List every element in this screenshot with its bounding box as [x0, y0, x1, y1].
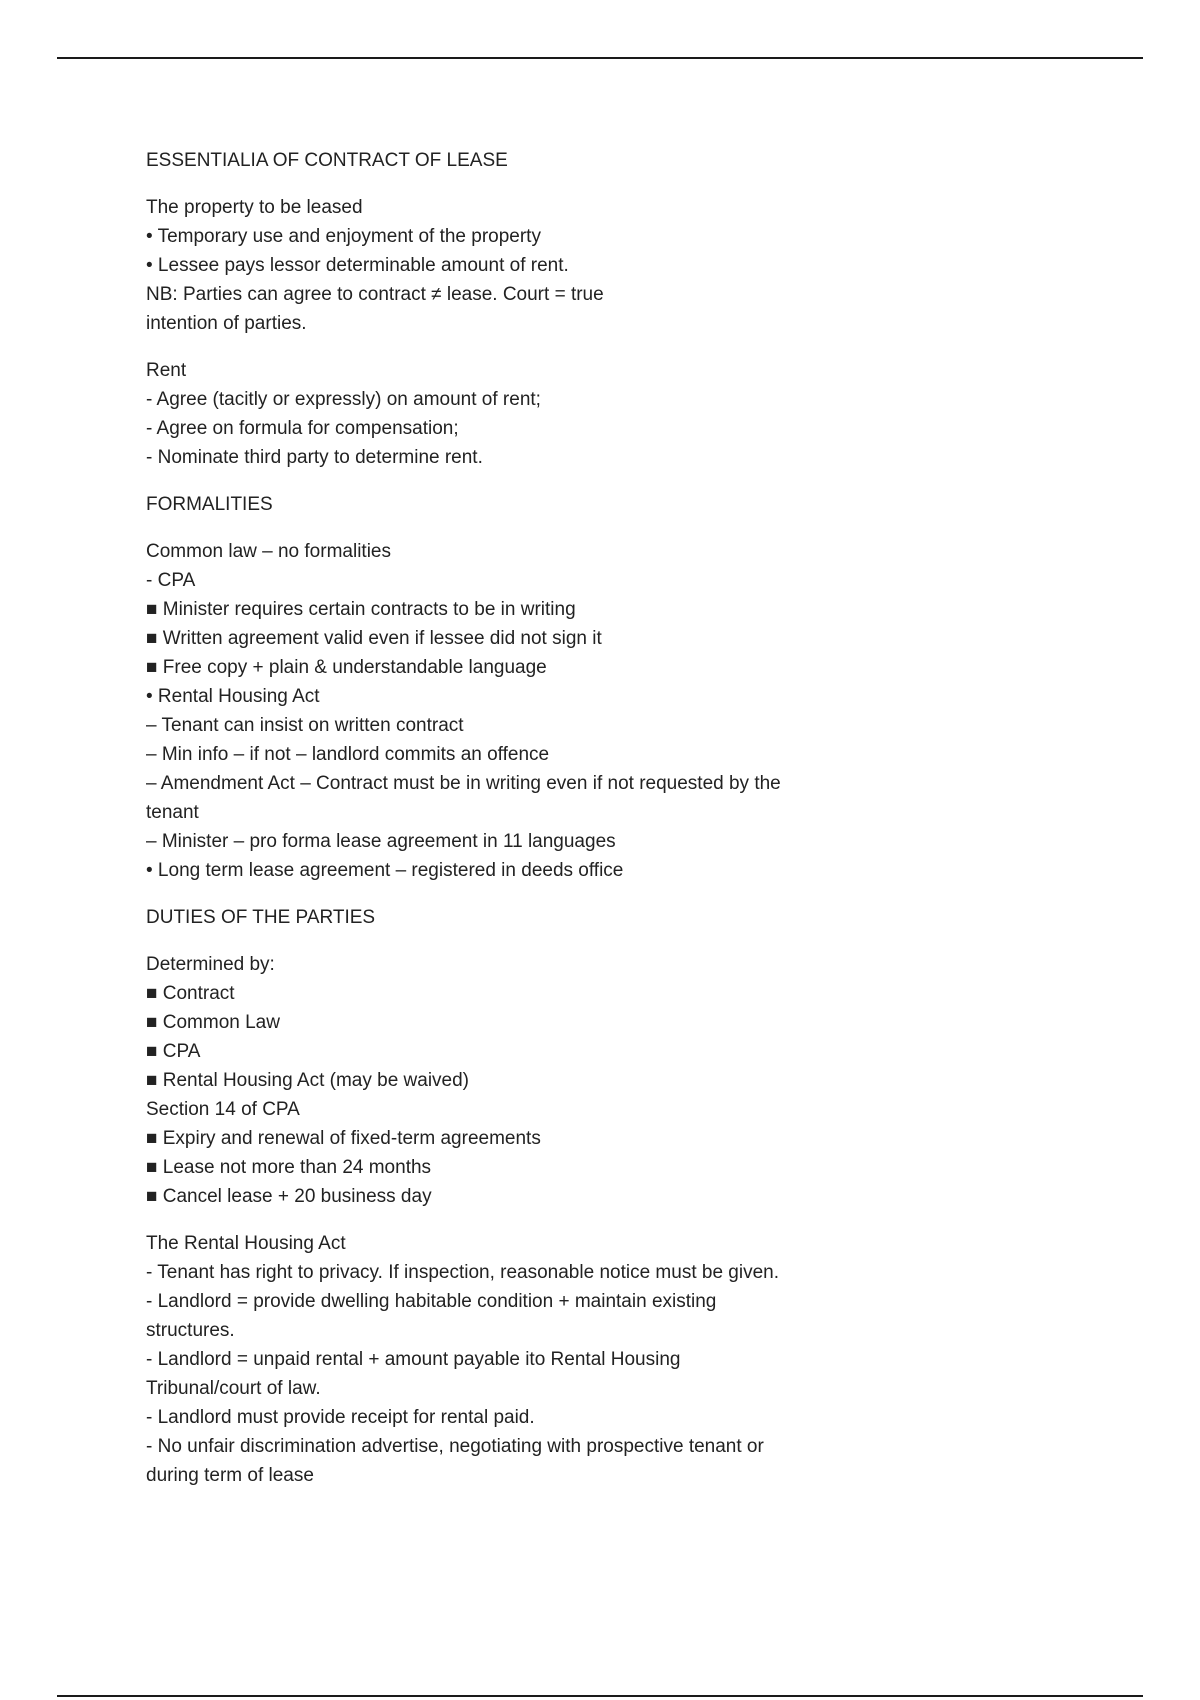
text-line: – Tenant can insist on written contract	[146, 715, 464, 736]
text-line: – Min info – if not – landlord commits an offence	[146, 744, 550, 765]
text-line: - CPA	[146, 570, 196, 591]
text-line: - Tenant has right to privacy. If inspection, reasonable notice must be given.	[146, 1262, 779, 1283]
paragraph-block	[146, 537, 906, 885]
paragraph-block	[146, 1229, 906, 1490]
paragraph-block	[146, 193, 906, 338]
footer-rule	[57, 1695, 1143, 1697]
paragraph-block	[146, 950, 906, 1211]
text-line: - Landlord must provide receipt for rental paid.	[146, 1407, 535, 1428]
text-line: during term of lease	[146, 1465, 314, 1486]
paragraph-block	[146, 356, 906, 472]
text-line: ■ Lease not more than 24 months	[146, 1157, 432, 1178]
text-line: ■ Common Law	[146, 1012, 280, 1033]
text-line: intention of parties.	[146, 313, 307, 334]
text-line: Rent	[146, 360, 187, 381]
text-line: • Lessee pays lessor determinable amount of rent.	[146, 255, 569, 276]
text-line: • Rental Housing Act	[146, 686, 320, 707]
section-heading: DUTIES OF THE PARTIES	[146, 907, 376, 928]
text-line: - Agree (tacitly or expressly) on amount of rent;	[146, 389, 541, 410]
text-line: ■ Cancel lease + 20 business day	[146, 1186, 432, 1207]
text-line: ■ Minister requires certain contracts to be in writing	[146, 599, 576, 620]
text-line: • Long term lease agreement – registered in deeds office	[146, 860, 624, 881]
text-line: ■ Expiry and renewal of fixed-term agreements	[146, 1128, 541, 1149]
document-body	[146, 146, 906, 1490]
text-line: Section 14 of CPA	[146, 1099, 300, 1120]
text-line: ■ Rental Housing Act (may be waived)	[146, 1070, 470, 1091]
header-rule	[57, 57, 1143, 59]
text-line: – Amendment Act – Contract must be in writing even if not requested by the	[146, 773, 781, 794]
text-line: tenant	[146, 802, 199, 823]
text-line: Determined by:	[146, 954, 275, 975]
text-line: - No unfair discrimination advertise, negotiating with prospective tenant or	[146, 1436, 764, 1457]
text-line: ■ Contract	[146, 983, 235, 1004]
text-line: – Minister – pro forma lease agreement in 11 languages	[146, 831, 616, 852]
text-line: NB: Parties can agree to contract ≠ lease. Court = true	[146, 284, 604, 305]
text-line: • Temporary use and enjoyment of the property	[146, 226, 541, 247]
text-line: Common law – no formalities	[146, 541, 391, 562]
text-line: Tribunal/court of law.	[146, 1378, 321, 1399]
text-line: ■ Written agreement valid even if lessee did not sign it	[146, 628, 602, 649]
text-line: ■ Free copy + plain & understandable language	[146, 657, 547, 678]
text-line: ■ CPA	[146, 1041, 201, 1062]
text-line: - Agree on formula for compensation;	[146, 418, 459, 439]
text-line: The property to be leased	[146, 197, 363, 218]
text-line: The Rental Housing Act	[146, 1233, 346, 1254]
section-heading: FORMALITIES	[146, 494, 273, 515]
text-line: structures.	[146, 1320, 235, 1341]
text-line: - Nominate third party to determine rent.	[146, 447, 483, 468]
text-line: - Landlord = provide dwelling habitable condition + maintain existing	[146, 1291, 717, 1312]
text-line: - Landlord = unpaid rental + amount payable ito Rental Housing	[146, 1349, 681, 1370]
section-heading: ESSENTIALIA OF CONTRACT OF LEASE	[146, 150, 508, 171]
